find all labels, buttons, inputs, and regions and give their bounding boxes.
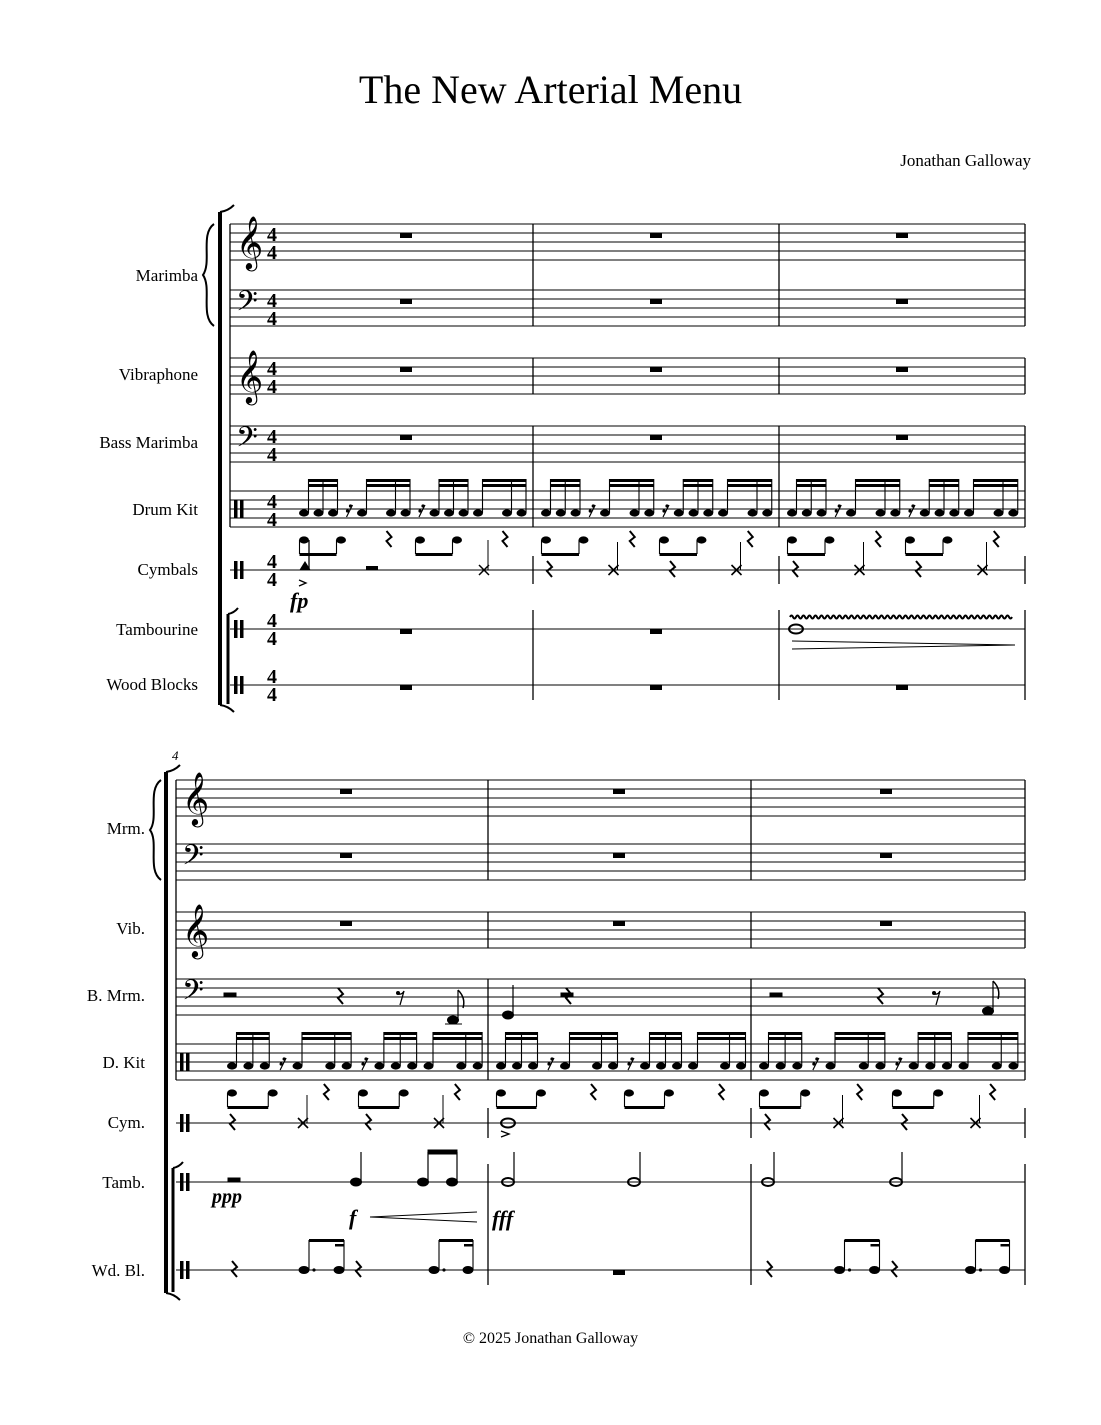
beam bbox=[384, 1032, 417, 1035]
label-bass-marimba-short: B. Mrm. bbox=[86, 986, 145, 1005]
quarter-rest-icon bbox=[878, 988, 883, 1004]
snare-note bbox=[528, 1062, 538, 1069]
snare-note bbox=[456, 1062, 466, 1069]
snare-note bbox=[703, 509, 713, 516]
label-bass-marimba: Bass Marimba bbox=[99, 433, 198, 452]
snare-note bbox=[227, 1062, 237, 1069]
quarter-rest-icon bbox=[916, 561, 921, 577]
treble-clef-icon: 𝄞 bbox=[182, 773, 210, 824]
bass-drum-note bbox=[787, 536, 797, 543]
snare-note bbox=[920, 509, 930, 516]
beam bbox=[302, 1032, 351, 1035]
snare-note bbox=[720, 1062, 730, 1069]
bass-clef-icon: 𝄢 bbox=[182, 841, 204, 878]
svg-text:4: 4 bbox=[267, 376, 277, 398]
bass-drum-note bbox=[299, 536, 309, 543]
dynamic-fff: fff bbox=[492, 1206, 514, 1231]
label-drum-kit-short: D. Kit bbox=[102, 1053, 145, 1072]
quarter-rest-icon bbox=[547, 561, 552, 577]
wood-block-note bbox=[965, 1266, 976, 1274]
snare-note bbox=[328, 509, 338, 516]
snare-note bbox=[571, 509, 581, 516]
snare-note bbox=[817, 509, 827, 516]
bass-drum-note bbox=[227, 1089, 237, 1096]
snare-note bbox=[401, 509, 411, 516]
snare-note bbox=[736, 1062, 746, 1069]
beam bbox=[929, 484, 959, 487]
beam bbox=[359, 1106, 400, 1109]
beam bbox=[856, 484, 900, 487]
beam bbox=[683, 484, 713, 487]
quarter-rest-icon bbox=[719, 1084, 724, 1100]
snare-note bbox=[592, 1062, 602, 1069]
snare-note bbox=[674, 509, 684, 516]
staff-marimba-bass bbox=[230, 290, 1025, 326]
beam bbox=[893, 1106, 934, 1109]
snare-note bbox=[600, 509, 610, 516]
treble-clef-icon: 𝄞 bbox=[236, 351, 264, 402]
label-vibraphone-short: Vib. bbox=[116, 919, 145, 938]
snare-note bbox=[688, 1062, 698, 1069]
bass-drum-note bbox=[664, 1089, 674, 1096]
quarter-rest-icon bbox=[793, 561, 798, 577]
beam bbox=[650, 1037, 682, 1040]
snare-note bbox=[608, 1062, 618, 1069]
snare-note bbox=[959, 1062, 969, 1069]
snare-note bbox=[342, 1062, 352, 1069]
staves-system-2 bbox=[176, 780, 1025, 1270]
snare-note bbox=[925, 1062, 935, 1069]
label-marimba: Marimba bbox=[135, 266, 198, 285]
beam bbox=[384, 1037, 417, 1040]
beam bbox=[835, 1037, 885, 1040]
wood-block-note bbox=[463, 1266, 474, 1274]
snare-note bbox=[386, 509, 396, 516]
svg-text:4: 4 bbox=[267, 610, 277, 632]
beam bbox=[698, 1032, 746, 1035]
beam bbox=[650, 1032, 682, 1035]
svg-text:4: 4 bbox=[267, 684, 277, 706]
beam bbox=[797, 479, 827, 482]
bass-drum-note bbox=[825, 536, 835, 543]
snare-note bbox=[1008, 1062, 1018, 1069]
composer-name: Jonathan Galloway bbox=[900, 151, 1031, 170]
quarter-rest-icon bbox=[591, 1084, 596, 1100]
svg-text:4: 4 bbox=[267, 358, 277, 380]
bass-drum-note bbox=[268, 1089, 278, 1096]
staff-bass-marimba bbox=[230, 426, 1025, 462]
quarter-rest-icon bbox=[765, 1114, 770, 1130]
bass-drum-note bbox=[624, 1089, 634, 1096]
beam bbox=[433, 1037, 482, 1040]
quarter-rest-icon bbox=[230, 1114, 235, 1130]
cymbals-pattern-system-2 bbox=[230, 1095, 981, 1130]
beam bbox=[439, 484, 468, 487]
system-2 bbox=[87, 748, 1025, 1300]
bass-drum-note bbox=[452, 536, 462, 543]
bass-drum-note bbox=[800, 1089, 810, 1096]
beam bbox=[309, 479, 338, 482]
snare-note bbox=[689, 509, 699, 516]
measure-number: 4 bbox=[172, 748, 179, 763]
svg-text:4: 4 bbox=[267, 224, 277, 246]
bass-drum-note bbox=[399, 1089, 409, 1096]
beam bbox=[835, 1032, 885, 1035]
quarter-rest-icon bbox=[994, 531, 999, 547]
treble-clef-icon: 𝄞 bbox=[236, 217, 264, 268]
treble-clef-icon: 𝄞 bbox=[182, 905, 210, 956]
beam bbox=[416, 553, 453, 556]
beam bbox=[788, 553, 826, 556]
cymbals-pattern-system-1 bbox=[547, 542, 988, 577]
staff-drum-kit bbox=[230, 491, 1025, 527]
snare-note bbox=[374, 1062, 384, 1069]
beam bbox=[570, 1037, 618, 1040]
beam bbox=[367, 479, 411, 482]
quarter-rest-icon bbox=[338, 988, 343, 1004]
bass-drum-note bbox=[496, 1089, 506, 1096]
quarter-rest-icon bbox=[902, 1114, 907, 1130]
snare-note bbox=[357, 509, 367, 516]
snare-note bbox=[556, 509, 566, 516]
beam bbox=[929, 479, 959, 482]
percussion-clef-icon bbox=[180, 1053, 190, 1279]
svg-text:4: 4 bbox=[267, 308, 277, 330]
snare-note bbox=[314, 509, 324, 516]
marimba-brace-2 bbox=[150, 780, 161, 880]
quarter-rest-icon bbox=[670, 561, 675, 577]
quarter-rest-icon bbox=[767, 1261, 772, 1277]
beam bbox=[483, 479, 527, 482]
label-wood-blocks-short: Wd. Bl. bbox=[91, 1261, 145, 1280]
quarter-rest-icon bbox=[455, 1084, 460, 1100]
beam bbox=[728, 479, 772, 482]
piece-title: The New Arterial Menu bbox=[358, 67, 743, 112]
snare-note bbox=[942, 1062, 952, 1069]
bass-clef-icon: 𝄢 bbox=[236, 287, 258, 324]
svg-text:4: 4 bbox=[267, 551, 277, 573]
snare-note bbox=[826, 1062, 836, 1069]
label-tambourine-short: Tamb. bbox=[102, 1173, 145, 1192]
snare-note bbox=[407, 1062, 417, 1069]
bass-clef-icon: 𝄢 bbox=[236, 423, 258, 460]
staff-marimba-treble bbox=[230, 224, 1025, 260]
bass-drum-note bbox=[905, 536, 915, 543]
bass-drum-note bbox=[579, 536, 589, 543]
snare-note bbox=[243, 1062, 253, 1069]
snare-note bbox=[875, 1062, 885, 1069]
beam bbox=[974, 484, 1018, 487]
svg-text:4: 4 bbox=[267, 290, 277, 312]
wood-block-note bbox=[869, 1266, 880, 1274]
snare-note bbox=[787, 509, 797, 516]
dynamic-f: f bbox=[349, 1205, 357, 1230]
wood-block-note bbox=[834, 1266, 845, 1274]
label-drum-kit: Drum Kit bbox=[132, 500, 198, 519]
quarter-rest-icon bbox=[387, 531, 392, 547]
quarter-rest-icon bbox=[990, 1084, 995, 1100]
snare-note bbox=[473, 509, 483, 516]
bass-drum-note bbox=[892, 1089, 902, 1096]
snare-note bbox=[293, 1062, 303, 1069]
tambourine-notes-system-2 bbox=[228, 1150, 902, 1222]
beam bbox=[683, 479, 713, 482]
cymbals-whole-note bbox=[501, 1119, 515, 1138]
label-cymbals-short: Cym. bbox=[107, 1113, 145, 1132]
quarter-rest-icon bbox=[876, 531, 881, 547]
beam bbox=[698, 1037, 746, 1040]
beam bbox=[610, 484, 654, 487]
snare-note bbox=[718, 509, 728, 516]
quarter-rest-icon bbox=[892, 1261, 897, 1277]
snare-note bbox=[630, 509, 640, 516]
label-marimba-short: Mrm. bbox=[106, 819, 145, 838]
snare-note bbox=[496, 1062, 506, 1069]
beam bbox=[309, 484, 338, 487]
label-vibraphone: Vibraphone bbox=[118, 365, 198, 384]
bass-drum-note bbox=[541, 536, 551, 543]
beam bbox=[974, 479, 1018, 482]
beam bbox=[433, 1032, 482, 1035]
snare-note bbox=[792, 1062, 802, 1069]
time-signatures bbox=[267, 224, 277, 706]
bass-drum-note bbox=[358, 1089, 368, 1096]
svg-text:4: 4 bbox=[267, 491, 277, 513]
svg-text:4: 4 bbox=[267, 569, 277, 591]
beam bbox=[660, 553, 698, 556]
svg-text:4: 4 bbox=[267, 666, 277, 688]
snare-note bbox=[672, 1062, 682, 1069]
beam bbox=[570, 1032, 618, 1035]
beam bbox=[483, 484, 527, 487]
snare-note bbox=[644, 509, 654, 516]
bass-drum-note bbox=[697, 536, 707, 543]
snare-note bbox=[512, 1062, 522, 1069]
beam bbox=[506, 1037, 538, 1040]
bass-drum-note bbox=[536, 1089, 546, 1096]
system-1 bbox=[99, 205, 1025, 712]
quarter-rest-icon bbox=[232, 1261, 237, 1277]
tambourine-roll bbox=[789, 616, 1015, 650]
snare-note bbox=[762, 509, 772, 516]
beam bbox=[302, 1037, 351, 1040]
beam bbox=[625, 1106, 665, 1109]
beam bbox=[728, 484, 772, 487]
svg-text:4: 4 bbox=[267, 444, 277, 466]
quarter-rest-icon bbox=[503, 531, 508, 547]
beam bbox=[367, 484, 411, 487]
snare-note bbox=[325, 1062, 335, 1069]
beam bbox=[506, 1032, 538, 1035]
beam bbox=[968, 1032, 1018, 1035]
quarter-rest-icon bbox=[366, 1114, 371, 1130]
snare-note bbox=[776, 1062, 786, 1069]
beam bbox=[237, 1032, 270, 1035]
snare-note bbox=[502, 509, 512, 516]
label-cymbals: Cymbals bbox=[137, 560, 198, 579]
label-wood-blocks: Wood Blocks bbox=[106, 675, 198, 694]
beam bbox=[769, 1037, 802, 1040]
quarter-rest-icon bbox=[857, 1084, 862, 1100]
snare-note bbox=[260, 1062, 270, 1069]
beam bbox=[300, 553, 337, 556]
bass-clef-icon: 𝄢 bbox=[182, 976, 204, 1013]
percussion-clef-icon bbox=[234, 500, 244, 694]
svg-text:4: 4 bbox=[267, 242, 277, 264]
wood-block-note bbox=[299, 1266, 310, 1274]
bass-drum-note bbox=[415, 536, 425, 543]
wood-block-note bbox=[999, 1266, 1010, 1274]
snare-note bbox=[430, 509, 440, 516]
snare-note bbox=[964, 509, 974, 516]
snare-note bbox=[444, 509, 454, 516]
snare-note bbox=[299, 509, 309, 516]
snare-note bbox=[909, 1062, 919, 1069]
snare-note bbox=[640, 1062, 650, 1069]
copyright-footer: © 2025 Jonathan Galloway bbox=[462, 1330, 639, 1347]
dynamic-fp: fp bbox=[290, 588, 309, 613]
beam bbox=[856, 479, 900, 482]
snare-note bbox=[992, 1062, 1002, 1069]
svg-text:4: 4 bbox=[267, 509, 277, 531]
snare-note bbox=[1008, 509, 1018, 516]
snare-note bbox=[560, 1062, 570, 1069]
quarter-rest-icon bbox=[324, 1084, 329, 1100]
beam bbox=[497, 1106, 537, 1109]
bass-drum-note bbox=[759, 1089, 769, 1096]
beam bbox=[551, 484, 581, 487]
snare-note bbox=[859, 1062, 869, 1069]
snare-note bbox=[759, 1062, 769, 1069]
snare-note bbox=[949, 509, 959, 516]
beam bbox=[551, 479, 581, 482]
beam bbox=[968, 1037, 1018, 1040]
quarter-rest-icon bbox=[356, 1261, 361, 1277]
snare-note bbox=[391, 1062, 401, 1069]
snare-note bbox=[748, 509, 758, 516]
snare-note bbox=[935, 509, 945, 516]
snare-note bbox=[517, 509, 527, 516]
snare-note bbox=[656, 1062, 666, 1069]
wood-block-note bbox=[429, 1266, 440, 1274]
beam bbox=[237, 1037, 270, 1040]
bass-drum-note bbox=[933, 1089, 943, 1096]
snare-note bbox=[424, 1062, 434, 1069]
beam bbox=[906, 553, 944, 556]
beam bbox=[610, 479, 654, 482]
snare-note bbox=[994, 509, 1004, 516]
dynamic-ppp: ppp bbox=[212, 1186, 242, 1208]
beam bbox=[439, 479, 468, 482]
label-tambourine: Tambourine bbox=[116, 620, 198, 639]
beam bbox=[769, 1032, 802, 1035]
beam bbox=[542, 553, 580, 556]
snare-note bbox=[459, 509, 469, 516]
snare-note bbox=[802, 509, 812, 516]
snare-note bbox=[473, 1062, 483, 1069]
svg-text:4: 4 bbox=[267, 628, 277, 650]
snare-note bbox=[890, 509, 900, 516]
staff-vibraphone bbox=[230, 358, 1025, 394]
bass-drum-note bbox=[943, 536, 953, 543]
beam bbox=[228, 1106, 269, 1109]
cymbals-notes-system-1 bbox=[299, 540, 489, 586]
marimba-brace bbox=[203, 224, 214, 326]
svg-text:4: 4 bbox=[267, 426, 277, 448]
beam bbox=[918, 1037, 951, 1040]
beam bbox=[760, 1106, 801, 1109]
beam bbox=[918, 1032, 951, 1035]
bass-drum-note bbox=[659, 536, 669, 543]
quarter-rest-icon bbox=[630, 531, 635, 547]
quarter-rest-icon bbox=[748, 531, 753, 547]
beam bbox=[797, 484, 827, 487]
snare-note bbox=[876, 509, 886, 516]
snare-note bbox=[541, 509, 551, 516]
snare-note bbox=[846, 509, 856, 516]
wood-block-note bbox=[334, 1266, 345, 1274]
bass-drum-note bbox=[336, 536, 346, 543]
